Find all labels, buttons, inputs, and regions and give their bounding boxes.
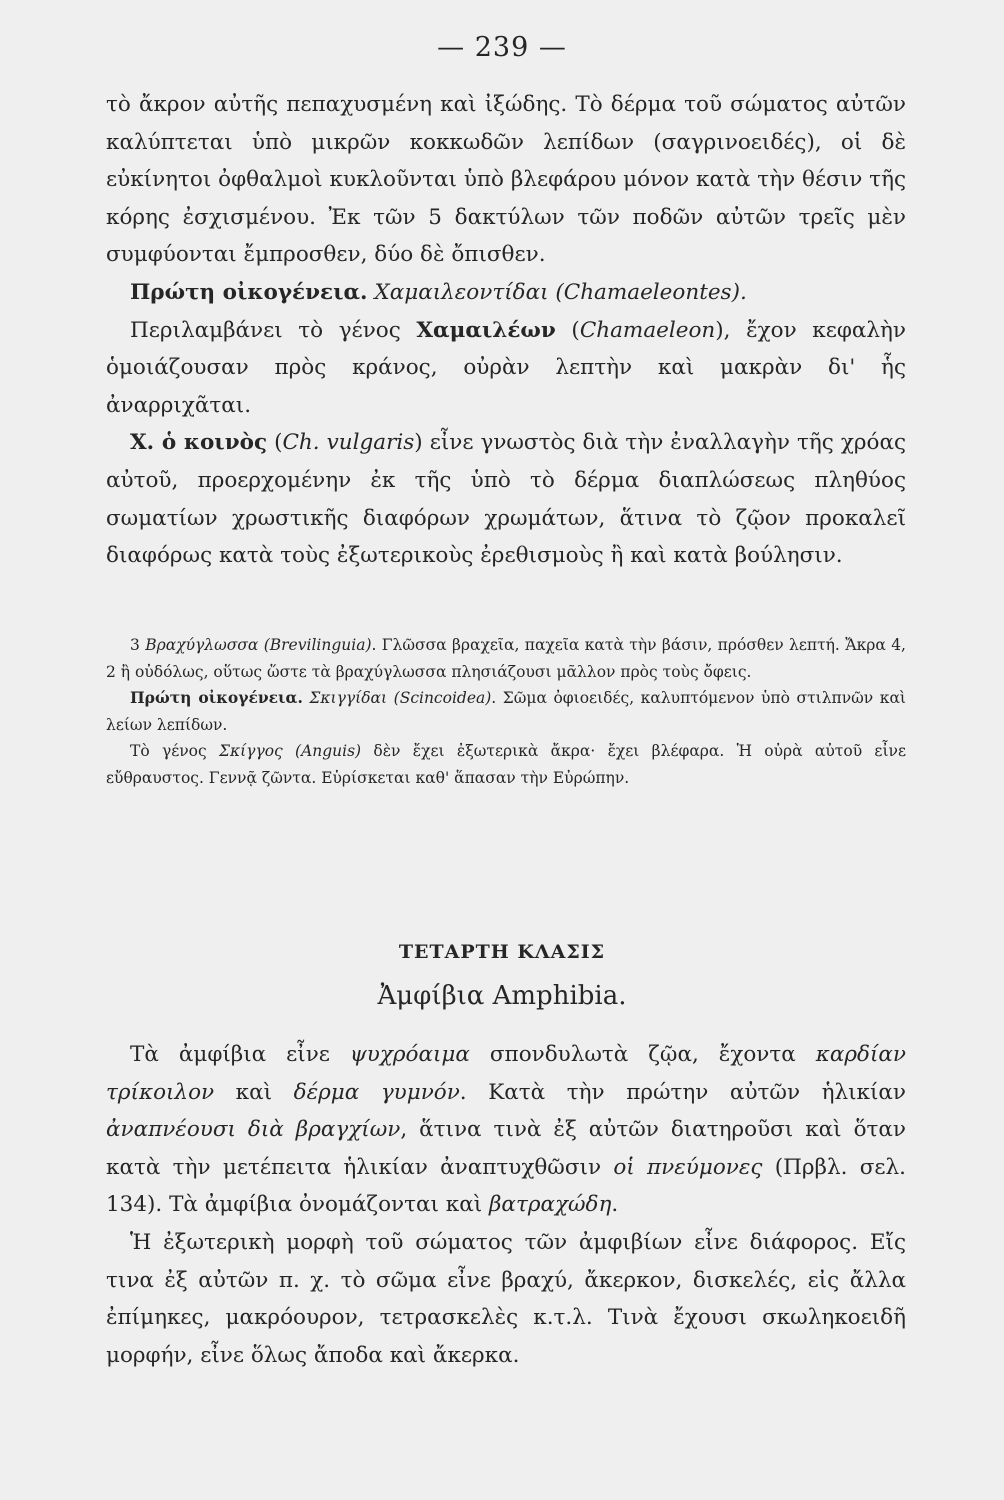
text-run: σπονδυλωτὰ ζῷα, ἔχοντα [469, 1042, 816, 1067]
text-run: ) εἶνε γνωστὸς διὰ τὴν ἐναλλαγὴν τῆς χρόας αὐτοῦ, προερχομένην ἐκ τῆς ὑπὸ τὸ δέρμα διαπλώσεως πληθύος σωματίων χρωστικῆς διαφόρων χρωμάτων, ἅτινα τὸ ζῷον προκαλεῖ διαφόρως κατὰ τοὺς ἐξωτερικοὺς ἐρεθισμοὺς ἢ καὶ κατὰ βούλησιν. [106, 430, 907, 569]
text-run: . [611, 1192, 619, 1218]
text-run: καὶ [214, 1079, 294, 1105]
genus-name: Σκίγγος (Anguis) [218, 742, 362, 760]
family-name: Χαμαιλεοντίδαι (Chamaeleontes). [374, 279, 747, 305]
section-text [106, 1036, 906, 1374]
family-label: Πρώτη οἰκογένεια. [130, 688, 303, 707]
text-run: 3 [130, 636, 146, 654]
family-label: Πρώτη οἰκογένεια. [130, 279, 368, 305]
paragraph [106, 632, 906, 685]
text-run: . Γλῶσσα βραχεῖα, παχεῖα κατὰ τὴν βάσιν, πρόσθεν λεπτή. Ἄκρα 4, 2 ἢ οὐδόλως, οὕτως ὥστε τὰ βραχύγλωσσα πλησιάζουσι μᾶλλον πρὸς τοὺς ὄφεις. [106, 636, 906, 681]
latin-name: Chamaeleon [579, 317, 716, 343]
text-run: . Κατὰ τὴν πρώτην αὐτῶν ἡλικίαν [459, 1079, 906, 1105]
paragraph: τὸ ἄκρον αὐτῆς πεπαχυσμένη καὶ ἰξώδης. Τὸ δέρμα τοῦ σώματος αὐτῶν καλύπτεται ὑπὸ μικρῶν κοκκωδῶν λεπίδων (σαγρινοειδές), οἱ δὲ εὐκίνητοι ὀφθαλμοὶ κυκλοῦνται ὑπὸ βλεφάρου μόνον κατὰ τὴν θέσιν τῆς κόρης ἐσχισμένου. Ἐκ τῶν 5 δακτύλων τῶν ποδῶν αὐτῶν τρεῖς μὲν συμφύονται ἔμπροσθεν, δύο δὲ ὄπισθεν. [106, 92, 906, 268]
emphasis: δέρμα γυμνόν [293, 1079, 460, 1105]
emphasis: ψυχρόαιμα [349, 1042, 470, 1067]
paragraph [106, 685, 906, 738]
family-name: Σκιγγίδαι (Scincoidea) [309, 689, 492, 707]
page-number: — 239 — [437, 32, 567, 63]
text-run: Τὰ ἀμφίβια εἶνε [130, 1042, 350, 1067]
paragraph [106, 312, 906, 425]
paragraph [106, 738, 906, 791]
text-run: ), ἔχον κεφαλὴν ὁμοιάζουσαν πρὸς κράνος, οὐρὰν λεπτὴν καὶ μακρὰν δι' ἧς ἀναρριχᾶται. [106, 317, 906, 418]
species-name: Χ. ὁ κοινὸς [130, 430, 268, 456]
section-title: ΤΕΤΑΡΤΗ ΚΛΑΣΙΣ [398, 941, 606, 963]
family-heading [106, 274, 906, 312]
text-run: (Πρβλ. σελ. 134). Τὰ ἀμφίβια ὀνομάζονται καὶ [106, 1154, 906, 1218]
text-run: Τὸ γένος [130, 742, 219, 760]
text-run: . Σῶμα ὀφιοειδές, καλυπτόμενον ὑπὸ στιλπνῶν καὶ λείων λεπίδων. [106, 689, 906, 734]
emphasis: καρδίαν τρίκοιλον [106, 1042, 906, 1105]
emphasis: βατραχώδη [489, 1192, 612, 1218]
emphasis: ἀναπνέουσι διὰ βραγχίων [106, 1117, 401, 1143]
main-text [106, 86, 906, 575]
small-print [106, 632, 906, 791]
genus-name: Χαμαιλέων [416, 317, 556, 343]
paragraph: Ἡ ἐξωτερικὴ μορφὴ τοῦ σώματος τῶν ἀμφιβίων εἶνε διάφορος. Εἴς τινα ἐξ αὐτῶν π. χ. τὸ σῶμα εἶνε βραχύ, ἄκερκον, δισκελές, εἰς ἄλλα ἐπίμηκες, μακρόουρον, τετρασκελὲς κ.τ.λ. Τινὰ ἔχουσι σκωληκοειδῆ μορφήν, εἶνε ὅλως ἄποδα καὶ ἄκερκα. [106, 1229, 906, 1368]
text-run: δὲν ἔχει ἐξωτερικὰ ἄκρα· ἔχει βλέφαρα. Ἡ οὐρὰ αὐτοῦ εἶνε εὔθραυστος. Γεννᾷ ζῶντα. Εὑρίσκεται καθ' ἅπασαν τὴν Εὐρώπην. [106, 742, 906, 787]
paragraph [106, 424, 906, 574]
text-run: Περιλαμβάνει τὸ γένος [130, 317, 417, 343]
latin-name: Ch. vulgaris [282, 430, 415, 456]
order-name: Βραχύγλωσσα (Brevilinguia) [145, 636, 372, 654]
emphasis: οἱ πνεύμονες [613, 1154, 763, 1180]
section-subtitle: Ἀμφίβια Amphibia. [377, 981, 627, 1011]
paragraph [106, 1036, 906, 1224]
text-run: , ἅτινα τινὰ ἐξ αὐτῶν διατηροῦσι καὶ ὅταν κατὰ τὴν μετέπειτα ἡλικίαν ἀναπτυχθῶσιν [106, 1117, 906, 1180]
text-run: ( [267, 430, 283, 456]
text-run: ( [555, 317, 580, 343]
